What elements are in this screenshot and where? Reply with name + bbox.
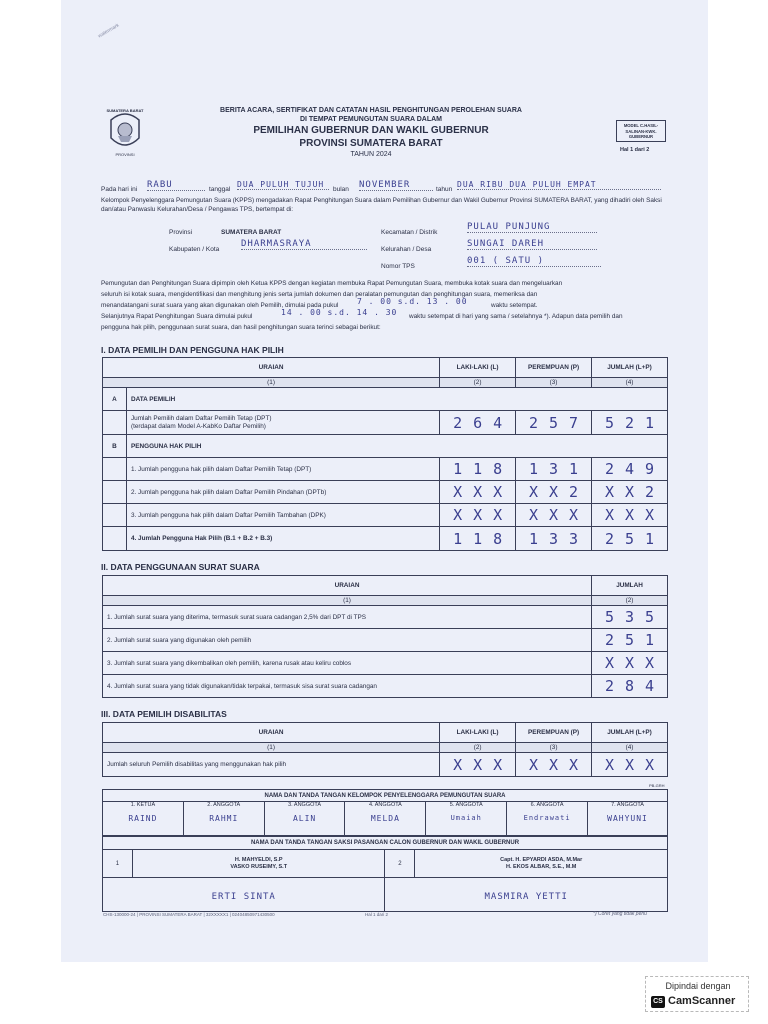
col-total: JUMLAH (L+P) <box>592 358 668 378</box>
kpps-sign-4: 4. ANGGOTA MELDA <box>345 802 426 836</box>
dis-num-3: (3) <box>516 743 592 753</box>
dis-col-total: JUMLAH (L+P) <box>592 723 668 743</box>
title-line-2: DI TEMPAT PEMUNGUTAN SUARA DALAM <box>299 116 443 123</box>
row-b-title: PENGGUNA HAK PILIH <box>126 435 667 458</box>
crossed-box: X <box>604 506 615 524</box>
page-number: Hal 1 dari 2 <box>620 147 650 153</box>
ballot-usage-table <box>102 575 668 698</box>
col-uraian: URAIAN <box>103 358 440 378</box>
digit-group <box>524 506 584 524</box>
para-line-3b: waktu setempat. <box>491 302 538 309</box>
camscanner-logo: CS <box>651 996 665 1008</box>
crossed-box: X <box>624 483 635 501</box>
form-code-box: MODEL C.HASIL-SALINAN-KWK. GUBERNUR <box>616 120 666 142</box>
crossed-box: X <box>493 483 503 501</box>
col-male: LAKI-LAKI (L) <box>440 358 516 378</box>
ballot-row-3-label: 3. Jumlah surat suara yang dikembalikan oleh pemilih, karena rusak atau keliru coblos <box>103 652 592 675</box>
ballot-row-3-value <box>592 652 668 675</box>
crossed-box: X <box>625 654 635 672</box>
digit-box: 3 <box>549 529 559 548</box>
digit-group <box>600 654 660 672</box>
scanner-brand: CamScanner <box>668 995 736 1007</box>
para-line-1: Pemungutan dan Penghitungan Suara dipimpin oleh Ketua KPPS dengan kegiatan membuka Rapat Pemungutan Suara, membuka kotak suara dan mengeluarkan <box>101 280 563 287</box>
crossed-box: X <box>645 654 655 672</box>
kpps-sign-3: 3. ANGGOTA ALIN <box>264 802 345 836</box>
row-b-code: B <box>103 435 127 458</box>
ballot-row-4-value <box>592 675 668 698</box>
digit-box: 5 <box>624 529 635 548</box>
year-label: tahun <box>436 186 453 193</box>
digit-box: 2 <box>529 413 539 432</box>
b2-male <box>440 481 516 504</box>
digit-box: 2 <box>605 631 615 649</box>
dpt-total <box>592 411 668 435</box>
day-value: RABU <box>147 180 205 191</box>
b4-male <box>440 527 516 551</box>
digit-box: 4 <box>624 460 635 478</box>
ballot-row-1-value <box>592 606 668 629</box>
title-line-5: TAHUN 2024 <box>350 151 392 158</box>
digit-box: 2 <box>604 460 615 478</box>
digit-group <box>524 460 584 478</box>
dis-num-2: (2) <box>440 743 516 753</box>
digit-box: 2 <box>624 413 635 432</box>
b3-label: 3. Jumlah pengguna hak pilih dalam Daftar Pemilih Tambahan (DPK) <box>126 504 439 527</box>
month-label: bulan <box>333 186 349 193</box>
crossed-box: X <box>473 483 483 501</box>
para-line-4a: Selanjutnya Rapat Penghitungan Suara dimulai pukul <box>101 313 253 320</box>
col-num-2: (2) <box>440 378 516 388</box>
footer-page: Hal 1 dari 2 <box>365 912 389 917</box>
province-label: Provinsi <box>169 229 193 236</box>
ballot-num-1: (1) <box>103 596 592 606</box>
regency-label: Kabupaten / Kota <box>169 246 220 253</box>
crossed-box: X <box>605 654 615 672</box>
col-num-4: (4) <box>592 378 668 388</box>
digit-group <box>448 413 508 432</box>
digit-box: 1 <box>529 529 539 548</box>
crossed-box: X <box>493 755 503 774</box>
ballot-col-total: JUMLAH <box>592 576 668 596</box>
digit-box: 3 <box>569 529 579 548</box>
digit-group <box>600 506 660 524</box>
logo-bottom-text: PROVINSI <box>115 152 135 157</box>
date-value: DUA PULUH TUJUH <box>237 180 329 190</box>
col-female: PEREMPUAN (P) <box>516 358 592 378</box>
kpps-signature-table <box>102 789 668 836</box>
ballot-row-2-value <box>592 629 668 652</box>
digit-box: 2 <box>604 529 615 548</box>
digit-box: 8 <box>493 460 503 478</box>
crossed-box: X <box>493 506 503 524</box>
b1-female <box>516 458 592 481</box>
b2-female <box>516 481 592 504</box>
camscanner-badge <box>645 976 749 1012</box>
crossed-box: X <box>549 506 559 524</box>
digit-box: 5 <box>625 631 635 649</box>
digit-group <box>448 529 508 548</box>
village-value: SUNGAI DAREH <box>467 239 597 250</box>
witness-2-candidates: Capt. H. EPYARDI ASDA, M.Mar H. EKOS ALBAR, S.E., M.M <box>415 850 668 878</box>
witness-title: NAMA DAN TANDA TANGAN SAKSI PASANGAN CALON GUBERNUR DAN WAKIL GUBERNUR <box>103 837 668 850</box>
date-prefix: Pada hari ini <box>101 186 138 193</box>
b2-total <box>592 481 668 504</box>
kpps-sign-1: 1. KETUA RAIND <box>103 802 184 836</box>
row-a-code: A <box>103 388 127 411</box>
digit-box: 5 <box>605 608 615 626</box>
ballot-row-2-label: 2. Jumlah surat suara yang digunakan oleh pemilih <box>103 629 592 652</box>
crossed-box: X <box>569 506 579 524</box>
b3-total <box>592 504 668 527</box>
digit-group <box>448 755 508 774</box>
digit-box: 3 <box>625 608 635 626</box>
col-num-3: (3) <box>516 378 592 388</box>
crossed-box: X <box>645 755 655 774</box>
digit-box: 2 <box>453 413 463 432</box>
title-line-1: BERITA ACARA, SERTIFIKAT DAN CATATAN HASIL PENGHITUNGAN PEROLEHAN SUARA <box>220 107 522 114</box>
digit-box: 2 <box>605 677 615 695</box>
digit-group <box>600 677 660 695</box>
crossed-box: X <box>644 506 655 524</box>
dis-col-uraian: URAIAN <box>103 723 440 743</box>
footer-note: *) Coret yang tidak perlu <box>593 911 647 917</box>
para-line-3a: menandatangani surat suara yang akan digunakan oleh Pemilih, dimulai pada pukul <box>101 302 339 309</box>
dis-col-male: LAKI-LAKI (L) <box>440 723 516 743</box>
witness-2-num: 2 <box>385 850 415 878</box>
digit-group <box>524 755 584 774</box>
b4-label: 4. Jumlah Pengguna Hak Pilih (B.1 + B.2 + B.3) <box>126 527 439 551</box>
digit-box: 9 <box>644 460 655 478</box>
witness-2-signature: MASMIRA YETTI <box>385 878 668 912</box>
digit-box: 6 <box>473 413 483 432</box>
kpps-sign-5: 5. ANGGOTA Umaiah <box>426 802 507 836</box>
witness-1-candidates: H. MAHYELDI, S.P VASKO RUSEIMY, S.T <box>132 850 385 878</box>
voter-data-table <box>102 357 668 551</box>
dis-num-4: (4) <box>592 743 668 753</box>
digit-group <box>448 506 508 524</box>
dis-total <box>592 753 668 777</box>
digit-box: 1 <box>569 460 579 478</box>
b4-female <box>516 527 592 551</box>
regency-value: DHARMASRAYA <box>241 239 367 250</box>
title-line-3: PEMILIHAN GUBERNUR DAN WAKIL GUBERNUR <box>253 125 489 136</box>
digit-box: 4 <box>645 677 655 695</box>
dis-male <box>440 753 516 777</box>
digit-box: 1 <box>453 460 463 478</box>
crossed-box: X <box>453 506 463 524</box>
ballot-col-uraian: URAIAN <box>103 576 592 596</box>
district-label: Kecamatan / Distrik <box>381 229 438 236</box>
col-num-1: (1) <box>103 378 440 388</box>
ballot-row-1-label: 1. Jumlah surat suara yang diterima, termasuk surat suara cadangan 2,5% dari DPT di TPS <box>103 606 592 629</box>
digit-box: 1 <box>473 529 483 548</box>
digit-box: 5 <box>645 608 655 626</box>
corner-watermark: watermark <box>97 22 121 40</box>
b1-total <box>592 458 668 481</box>
kpps-sign-7: 7. ANGGOTA WAHYUNI <box>588 802 668 836</box>
kpps-title: NAMA DAN TANDA TANGAN KELOMPOK PENYELENGGARA PEMUNGUTAN SUARA <box>103 790 668 802</box>
crossed-box: X <box>453 483 463 501</box>
dis-num-1: (1) <box>103 743 440 753</box>
kpps-sign-2: 2. ANGGOTA RAHMI <box>183 802 264 836</box>
digit-box: 1 <box>645 631 655 649</box>
document-page <box>61 0 708 962</box>
disability-table <box>102 722 668 777</box>
province-value: SUMATERA BARAT <box>221 229 282 236</box>
date-label: tanggal <box>209 186 231 193</box>
digit-box: 8 <box>493 529 503 548</box>
para-line-4b: waktu setempat di hari yang sama / setelahnya *). Adapun data pemilih dan <box>409 313 623 320</box>
row-a-title: DATA PEMILIH <box>126 388 667 411</box>
logo-top-text: SUMATERA BARAT <box>106 108 144 113</box>
digit-box: 2 <box>569 483 579 501</box>
tps-value: 001 ( SATU ) <box>467 256 601 267</box>
session-time-1: 7 . 00 s.d. 13 . 00 <box>357 297 468 306</box>
dis-row-label: Jumlah seluruh Pemilih disabilitas yang menggunakan hak pilih <box>103 753 440 777</box>
b3-female <box>516 504 592 527</box>
month-value: NOVEMBER <box>359 180 433 191</box>
scanner-caption: Dipindai dengan <box>665 981 731 991</box>
crossed-box: X <box>529 506 539 524</box>
dis-col-female: PEREMPUAN (P) <box>516 723 592 743</box>
ballot-num-2: (2) <box>592 596 668 606</box>
digit-group <box>524 483 584 501</box>
crossed-box: X <box>605 755 615 774</box>
digit-group <box>600 413 660 432</box>
section-2-title: II. DATA PENGGUNAAN SURAT SUARA <box>101 562 260 572</box>
dpt-female <box>516 411 592 435</box>
digit-box: 8 <box>625 677 635 695</box>
district-value: PULAU PUNJUNG <box>467 222 597 233</box>
digit-group <box>448 483 508 501</box>
dis-female <box>516 753 592 777</box>
kpps-sign-6: 6. ANGGOTA Endrawati <box>507 802 588 836</box>
digit-group <box>524 413 584 432</box>
digit-box: 1 <box>644 529 655 548</box>
digit-box: 1 <box>453 529 463 548</box>
para-line-2: seluruh isi kotak suara, mengidentifikasi dan menghitung jenis serta jumlah dokumen dan peralatan pemungutan dan penghitungan suara, memeriksa dan <box>101 291 538 298</box>
crossed-box: X <box>473 755 483 774</box>
session-time-2: 14 . 00 s.d. 14 . 30 <box>281 308 398 317</box>
crossed-box: X <box>604 483 615 501</box>
b4-total <box>592 527 668 551</box>
b3-male <box>440 504 516 527</box>
crossed-box: X <box>625 755 635 774</box>
witness-1-num: 1 <box>103 850 133 878</box>
digit-box: 4 <box>493 413 503 432</box>
digit-group <box>600 460 660 478</box>
title-line-4: PROVINSI SUMATERA BARAT <box>299 138 443 149</box>
para-line-5: pengguna hak pilih, penggunaan surat suara, dan hasil penghitungan suara terinci sebagai berikut: <box>101 324 381 331</box>
section-1-title: I. DATA PEMILIH DAN PENGGUNA HAK PILIH <box>101 345 284 355</box>
digit-group <box>600 483 660 501</box>
digit-group <box>600 631 660 649</box>
digit-group <box>600 529 660 548</box>
digit-group <box>448 460 508 478</box>
digit-group <box>600 755 660 774</box>
digit-box: 5 <box>549 413 559 432</box>
crossed-box: X <box>529 755 539 774</box>
crossed-box: X <box>549 483 559 501</box>
digit-box: 5 <box>604 413 615 432</box>
digit-box: 2 <box>644 483 655 501</box>
footer-code: CHS-130000-24 | PROVINSI SUMATERA BARAT | 32XXXXX1 | 02404850971430500 <box>103 912 275 917</box>
dpt-label: Jumlah Pemilih dalam Daftar Pemilih Tetap (DPT) (terdapat dalam Model A-KabKo Daftar Pemilih) <box>126 411 439 435</box>
digit-box: 1 <box>529 460 539 478</box>
province-logo <box>105 106 145 160</box>
dpt-male <box>440 411 516 435</box>
village-label: Kelurahan / Desa <box>381 246 432 253</box>
witness-1-signature: ERTI SINTA <box>103 878 385 912</box>
year-value: DUA RIBU DUA PULUH EMPAT <box>457 180 661 190</box>
section-3-title: III. DATA PEMILIH DISABILITAS <box>101 709 227 719</box>
tps-label: Nomor TPS <box>381 263 415 270</box>
intro-text: Kelompok Penyelenggara Pemungutan Suara (KPPS) mengadakan Rapat Penghitungan Suara dalam Pemilihan Gubernur dan Wakil Gubernur Provinsi SUMATERA BARAT, yang dihadiri oleh Saksi dan/atau Panwaslu Kelurahan/Desa / Pengawas TPS, bertempat di: <box>101 197 662 213</box>
digit-box: 7 <box>569 413 579 432</box>
digit-box: 3 <box>549 460 559 478</box>
crossed-box: X <box>473 506 483 524</box>
b2-label: 2. Jumlah pengguna hak pilih dalam Daftar Pemilih Pindahan (DPTb) <box>126 481 439 504</box>
crossed-box: X <box>624 506 635 524</box>
crossed-box: X <box>569 755 579 774</box>
b1-male <box>440 458 516 481</box>
digit-box: 1 <box>473 460 483 478</box>
digit-group <box>524 529 584 548</box>
b1-label: 1. Jumlah pengguna hak pilih dalam Daftar Pemilih Tetap (DPT) <box>126 458 439 481</box>
form-tag: PB-GRH <box>649 783 665 788</box>
crossed-box: X <box>453 755 463 774</box>
digit-group <box>600 608 660 626</box>
witness-signature-table <box>102 836 668 912</box>
ballot-row-4-label: 4. Jumlah surat suara yang tidak digunakan/tidak terpakai, termasuk sisa surat suara cadangan <box>103 675 592 698</box>
crossed-box: X <box>529 483 539 501</box>
digit-box: 1 <box>644 413 655 432</box>
crossed-box: X <box>549 755 559 774</box>
